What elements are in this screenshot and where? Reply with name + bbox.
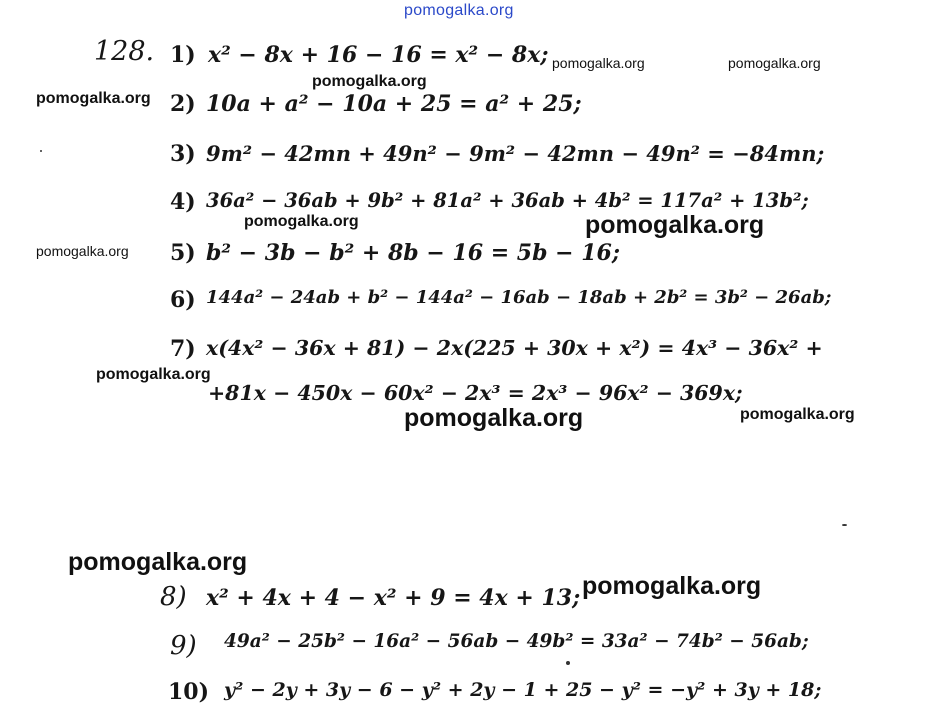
equation-3: 9m² − 42mn + 49n² − 9m² − 42mn − 49n² = −84mn; bbox=[206, 141, 825, 166]
item-label: 10) bbox=[168, 679, 210, 705]
equation-2: 10a + a² − 10a + 25 = a² + 25; bbox=[206, 91, 582, 117]
watermark: pomogalka.org bbox=[582, 572, 762, 600]
equation-5: b² − 3b − b² + 8b − 16 = 5b − 16; bbox=[206, 240, 620, 266]
watermark: pomogalka.org bbox=[740, 406, 855, 423]
item-label: 1) bbox=[170, 42, 196, 68]
watermark: pomogalka.org bbox=[312, 73, 427, 90]
watermark: pomogalka.org bbox=[728, 55, 821, 71]
scan-speck bbox=[40, 150, 42, 152]
watermark: pomogalka.org bbox=[96, 366, 211, 383]
watermark-top: pomogalka.org bbox=[404, 2, 514, 19]
watermark: pomogalka.org bbox=[244, 213, 359, 230]
equation-7b: +81x − 450x − 60x² − 2x³ = 2x³ − 96x² − 369x; bbox=[208, 381, 743, 405]
item-label: 9) bbox=[170, 631, 197, 661]
equation-1: x² − 8x + 16 − 16 = x² − 8x; bbox=[208, 42, 549, 68]
item-label: 8) bbox=[160, 582, 187, 612]
item-label: 4) bbox=[170, 189, 196, 215]
watermark: pomogalka.org bbox=[36, 243, 129, 259]
watermark: pomogalka.org bbox=[552, 55, 645, 71]
equation-10: y² − 2y + 3y − 6 − y² + 2y − 1 + 25 − y² = −y² + 3y + 18; bbox=[224, 679, 822, 701]
item-label: 6) bbox=[170, 287, 196, 313]
scan-speck bbox=[566, 661, 570, 665]
item-label: 3) bbox=[170, 141, 196, 167]
equation-8: x² + 4x + 4 − x² + 9 = 4x + 13; bbox=[206, 585, 581, 611]
watermark: pomogalka.org bbox=[404, 404, 584, 432]
problem-number: 128. bbox=[94, 36, 155, 67]
equation-4: 36a² − 36ab + 9b² + 81a² + 36ab + 4b² = 117a² + 13b²; bbox=[206, 189, 809, 212]
item-label: 5) bbox=[170, 240, 196, 266]
equation-9: 49a² − 25b² − 16a² − 56ab − 49b² = 33a² − 74b² − 56ab; bbox=[224, 631, 809, 652]
watermark: pomogalka.org bbox=[36, 90, 151, 107]
scan-speck bbox=[842, 524, 847, 526]
equation-7a: x(4x² − 36x + 81) − 2x(225 + 30x + x²) = 4x³ − 36x² + bbox=[206, 336, 823, 360]
item-label: 7) bbox=[170, 336, 196, 362]
equation-6: 144a² − 24ab + b² − 144a² − 16ab − 18ab + 2b² = 3b² − 26ab; bbox=[206, 287, 832, 308]
watermark: pomogalka.org bbox=[68, 548, 248, 576]
watermark: pomogalka.org bbox=[585, 211, 765, 239]
item-label: 2) bbox=[170, 91, 196, 117]
